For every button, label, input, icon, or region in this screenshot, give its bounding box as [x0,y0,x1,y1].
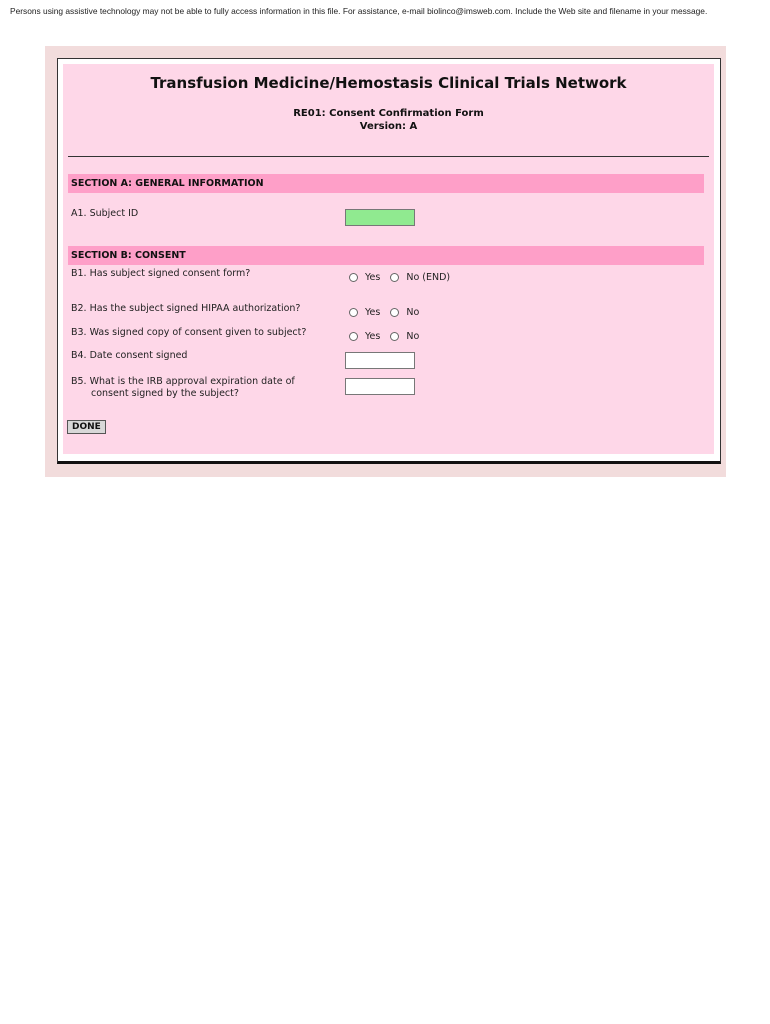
b2-no-radio[interactable] [390,308,399,317]
form-version: Version: A [359,121,418,132]
b1-yes-label: Yes [365,272,381,283]
b5-label-line1: B5. What is the IRB approval expiration date of [71,376,295,387]
b3-label: B3. Was signed copy of consent given to subject? [71,327,307,338]
b1-label: B1. Has subject signed consent form? [71,268,251,279]
b2-options [349,307,429,318]
b1-no-radio[interactable] [390,273,399,282]
consent-date-input[interactable] [345,352,415,369]
form-name: RE01: Consent Confirmation Form [293,108,484,119]
b1-no-label: No (END) [406,272,451,283]
b5-label [71,376,295,400]
accessibility-notice: Persons using assistive technology may not be able to fully access information in this file. For assistance, e-mail biolinco@imsweb.com. Include the Web site and filename in your message. [10,6,708,16]
b2-label: B2. Has the subject signed HIPAA authorization? [71,303,301,314]
b1-options [349,272,460,283]
b1-yes-radio[interactable] [349,273,358,282]
b5-label-line2: consent signed by the subject? [91,388,239,399]
header-divider [68,156,709,157]
b4-label: B4. Date consent signed [71,350,188,361]
done-button[interactable]: DONE [67,420,106,434]
subject-id-input[interactable] [345,209,415,226]
network-title: Transfusion Medicine/Hemostasis Clinical Trials Network [150,74,627,92]
b3-options [349,331,429,342]
irb-expiration-date-input[interactable] [345,378,415,395]
b2-yes-radio[interactable] [349,308,358,317]
a1-label: A1. Subject ID [71,208,139,219]
section-b-header: SECTION B: CONSENT [68,246,704,265]
b2-yes-label: Yes [365,307,381,318]
b2-no-label: No [406,307,420,318]
b3-no-radio[interactable] [390,332,399,341]
page-background [45,46,726,477]
consent-form [63,64,714,454]
b3-yes-label: Yes [365,331,381,342]
form-frame [57,58,721,464]
b3-no-label: No [406,331,420,342]
section-a-header: SECTION A: GENERAL INFORMATION [68,174,704,193]
b3-yes-radio[interactable] [349,332,358,341]
